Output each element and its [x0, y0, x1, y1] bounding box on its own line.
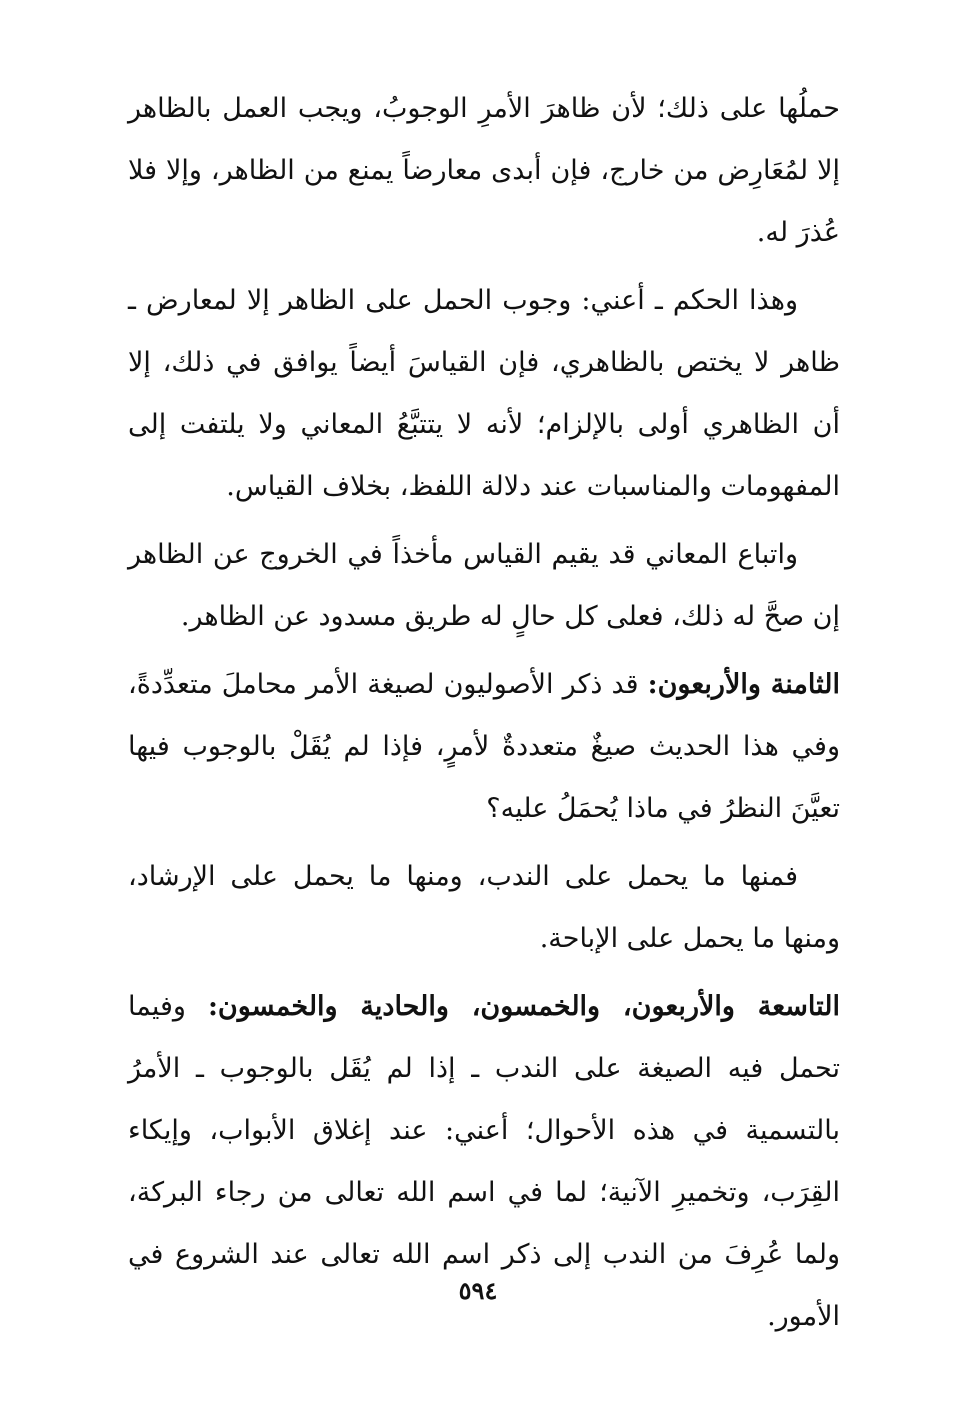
paragraph-2-text: وهذا الحكم ـ أعني: وجوب الحمل على الظاهر إلا لمعارض ـ ظاهر لا يختص بالظاهري، فإن القياسَ أيضاً يوافق في ذلك، إلا أن الظاهري أولى بالإلزام؛ لأنه لا يتتبَّعُ المعاني ولا يلتفت إلى المفهومات والمناسبات عند دلالة اللفظ، بخلاف القياس. — [128, 285, 840, 502]
paragraph-6-text: وفيما تحمل فيه الصيغة على الندب ـ إذا لم يُقَل بالوجوب ـ الأمرُ بالتسمية في هذه الأحوال؛ أعني: عند إغلاق الأبواب، وإيكاء القِرَب، وتخميرِ الآنية؛ لما في اسم الله تعالى من رجاء البركة، ولما عُرِفَ من الندب إلى ذكر اسم الله تعالى عند الشروع في الأمور. — [128, 991, 840, 1332]
paragraph-3 — [128, 524, 840, 648]
paragraph-2 — [128, 270, 840, 518]
paragraph-1-text: حملُها على ذلك؛ لأن ظاهرَ الأمرِ الوجوبُ، ويجب العمل بالظاهر إلا لمُعَارِض من خارج، فإن أبدى معارضاً يمنع من الظاهر، وإلا فلا عُذرَ له. — [128, 93, 840, 248]
paragraph-4-lead: الثامنة والأربعون: — [647, 669, 840, 700]
paragraph-1 — [128, 78, 840, 264]
body-text — [128, 78, 840, 1354]
paragraph-6-lead: التاسعة والأربعون، والخمسون، والحادية والخمسون: — [207, 991, 840, 1022]
paragraph-4 — [128, 654, 840, 840]
paragraph-5-text: فمنها ما يحمل على الندب، ومنها ما يحمل على الإرشاد، ومنها ما يحمل على الإباحة. — [128, 861, 840, 954]
paragraph-3-text: واتباع المعاني قد يقيم القياس مأخذاً في الخروج عن الظاهر إن صحَّ له ذلك، فعلى كل حالٍ له طريق مسدود عن الظاهر. — [128, 539, 840, 632]
paragraph-5 — [128, 846, 840, 970]
page-number: ٥٩٤ — [458, 1276, 498, 1305]
paragraph-4-text: قد ذكر الأصوليون لصيغة الأمر محاملَ متعدِّدةً، وفي هذا الحديث صيغٌ متعددةٌ لأمرٍ، فإذا لم يُقَلْ بالوجوب فيها تعيَّنَ النظرُ في ماذا يُحمَلُ عليه؟ — [128, 669, 840, 824]
